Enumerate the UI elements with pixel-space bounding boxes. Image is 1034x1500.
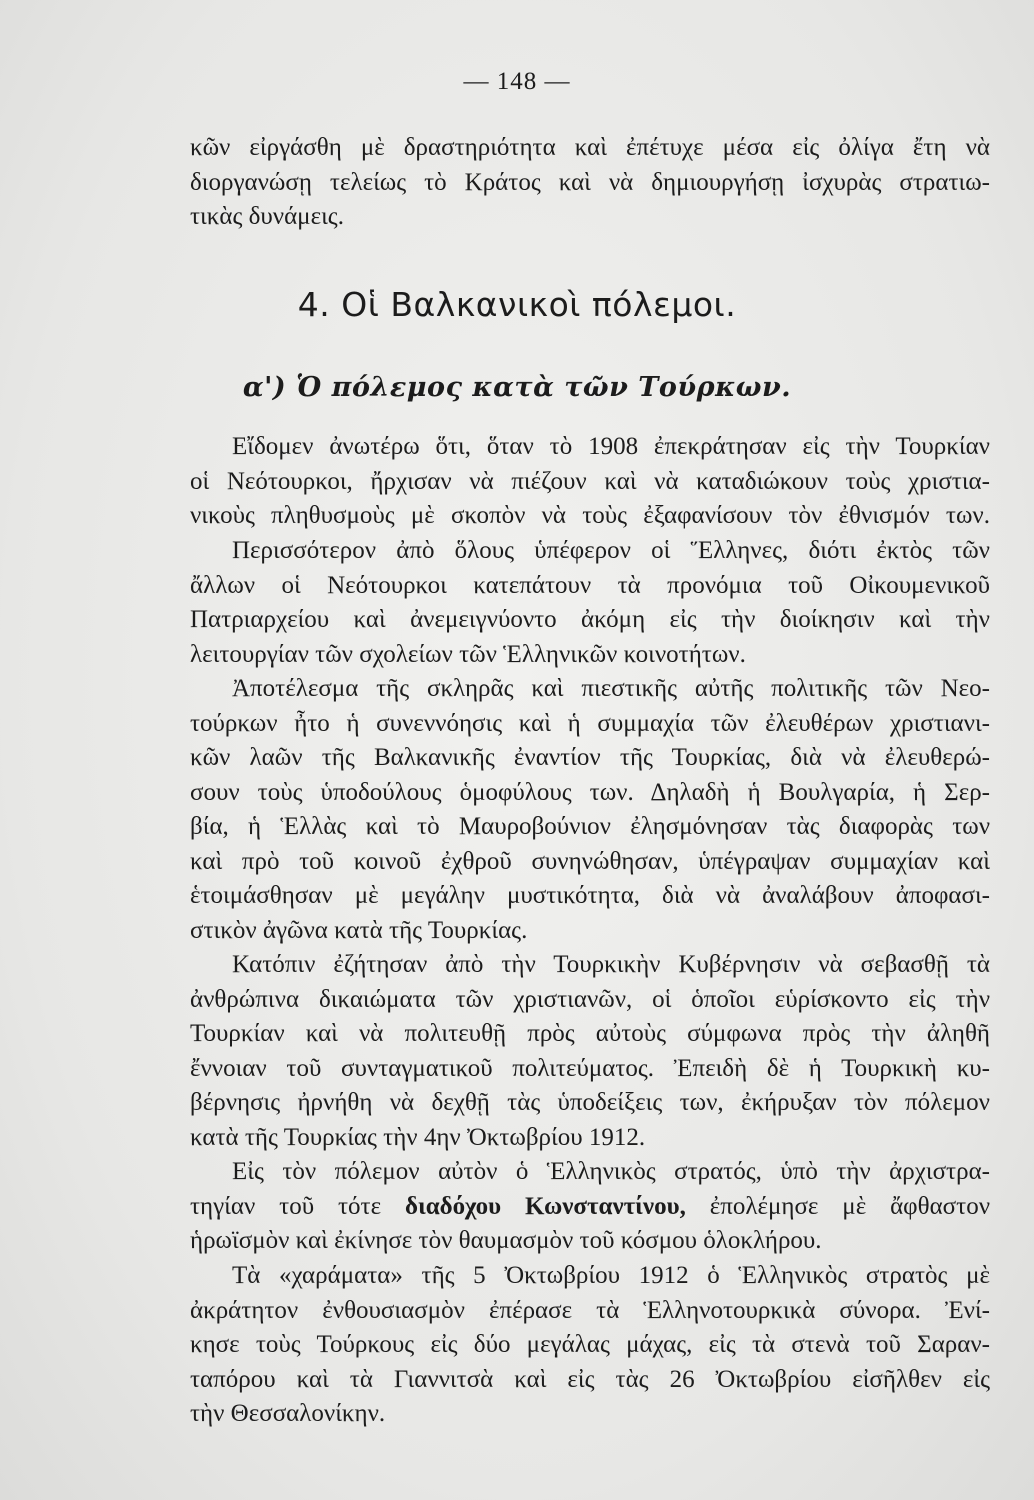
text-line: Περισσότερον ἀπὸ ὅλους ὑπέφερον οἱ Ἕλληνες, διότι ἐκτὸς τῶν [232,537,990,564]
text-line: κῶν εἰργάσθη μὲ δραστηριότητα καὶ ἐπέτυχε μέσα εἰς ὀλίγα ἔτη νὰ [190,134,990,161]
text-line: λειτουργίαν τῶν σχολείων τῶν Ἑλληνικῶν κοινοτήτων. [190,640,746,668]
text-line: καὶ πρὸ τοῦ κοινοῦ ἐχθροῦ συνηνώθησαν, ὑπέγραψαν συμμαχίαν καὶ [190,847,990,875]
paragraph-3 [190,672,990,948]
text-line: βέρνησις ἠρνήθη νὰ δεχθῇ τὰς ὑποδείξεις των, ἐκήρυξαν τὸν πόλεμον [190,1089,990,1116]
bold-name: διαδόχου Κωνσταντίνου, [404,1192,686,1220]
text-segment: ἐπολέμησε μὲ ἄφθαστον [685,1192,990,1220]
intro-paragraph [190,131,990,235]
paragraph-2 [190,534,990,672]
text-line: ἔννοιαν τοῦ συνταγματικοῦ πολιτεύματος. Ἐπειδὴ δὲ ἡ Τουρκικὴ κυ- [190,1054,990,1082]
text-line: τικὰς δυνάμεις. [190,203,344,230]
text-line: Κατόπιν ἐζήτησαν ἀπὸ τὴν Τουρκικὴν Κυβέρνησιν νὰ σεβασθῇ τὰ [232,951,990,978]
section-title: 4. Οἱ Βαλκανικοὶ πόλεμοι. [297,285,737,324]
paragraph-4 [190,948,990,1155]
text-line: κησε τοὺς Τούρκους εἰς δύο μεγάλας μάχας, εἰς τὰ στενὰ τοῦ Σαραν- [190,1331,990,1358]
text-line: ἡρωϊσμὸν καὶ ἐκίνησε τὸν θαυμασμὸν τοῦ κόσμου ὁλοκλήρου. [190,1227,822,1254]
text-line [190,1190,990,1225]
text-segment: τηγίαν τοῦ τότε [190,1192,405,1220]
text-line: Τουρκίαν καὶ νὰ πολιτευθῇ πρὸς αὐτοὺς σύμφωνα πρὸς τὴν ἀληθῆ [190,1020,990,1047]
subsection-title: α') Ὁ πόλεμος κατὰ τῶν Τούρκων. [242,372,792,403]
text-line: στικὸν ἀγῶνα κατὰ τῆς Τουρκίας. [190,916,528,944]
text-line: Πατριαρχείου καὶ ἀνεμειγνύοντο ἀκόμη εἰς τὴν διοίκησιν καὶ τὴν [190,606,990,633]
text-line: σουν τοὺς ὑποδούλους ὁμοφύλους των. Δηλαδὴ ἡ Βουλγαρία, ἡ Σερ- [190,778,990,806]
text-line: Εἰς τὸν πόλεμον αὐτὸν ὁ Ἑλληνικὸς στρατός, ὑπὸ τὴν ἀρχιστρα- [232,1158,990,1185]
text-line: κῶν λαῶν τῆς Βαλκανικῆς ἐναντίον τῆς Τουρκίας, διὰ νὰ ἐλευθερώ- [190,744,990,771]
text-line: κατὰ τῆς Τουρκίας τὴν 4ην Ὀκτωβρίου 1912. [190,1123,646,1151]
text-line: τὴν Θεσσαλονίκην. [190,1400,386,1427]
text-line: νικοὺς πληθυσμοὺς μὲ σκοπὸν νὰ τοὺς ἐξαφανίσουν τὸν ἐθνισμόν των. [190,502,990,529]
text-line: τούρκων ἦτο ἡ συνεννόησις καὶ ἡ συμμαχία τῶν ἐλευθέρων χριστιανι- [190,709,990,737]
text-line: ταπόρου καὶ τὰ Γιαννιτσὰ καὶ εἰς τὰς 26 Ὀκτωβρίου εἰσῆλθεν εἰς [190,1365,990,1393]
text-line: Τὰ «χαράματα» τῆς 5 Ὀκτωβρίου 1912 ὁ Ἑλληνικὸς στρατὸς μὲ [232,1262,990,1289]
page-number: — 148 — [463,68,571,95]
text-line: βία, ἡ Ἑλλὰς καὶ τὸ Μαυροβούνιον ἐλησμόνησαν τὰς διαφορὰς των [190,813,990,840]
text-line: ἄλλων οἱ Νεότουρκοι κατεπάτουν τὰ προνόμια τοῦ Οἰκουμενικοῦ [190,571,990,599]
text-line: οἱ Νεότουρκοι, ἤρχισαν νὰ πιέζουν καὶ νὰ καταδιώκουν τοὺς χριστια- [190,467,990,495]
paragraph-6 [190,1259,990,1432]
text-line: ἀνθρώπινα δικαιώματα τῶν χριστιανῶν, οἱ ὁποῖοι εὑρίσκοντο εἰς τὴν [190,985,990,1013]
paragraph-5 [190,1155,990,1259]
text-line: Εἴδομεν ἀνωτέρω ὅτι, ὅταν τὸ 1908 ἐπεκράτησαν εἰς τὴν Τουρκίαν [232,433,990,460]
paragraph-1 [190,430,990,534]
text-line: ἀκράτητον ἐνθουσιασμὸν ἐπέρασε τὰ Ἑλληνοτουρκικὰ σύνορα. Ἐνί- [190,1296,990,1324]
text-line: ἑτοιμάσθησαν μὲ μεγάλην μυστικότητα, διὰ νὰ ἀναλάβουν ἀποφασι- [190,882,990,909]
text-line: Ἀποτέλεσμα τῆς σκληρᾶς καὶ πιεστικῆς αὐτῆς πολιτικῆς τῶν Νεο- [232,675,990,702]
text-line: διοργανώσῃ τελείως τὸ Κράτος καὶ νὰ δημιουργήσῃ ἰσχυρὰς στρατιω- [190,168,990,196]
